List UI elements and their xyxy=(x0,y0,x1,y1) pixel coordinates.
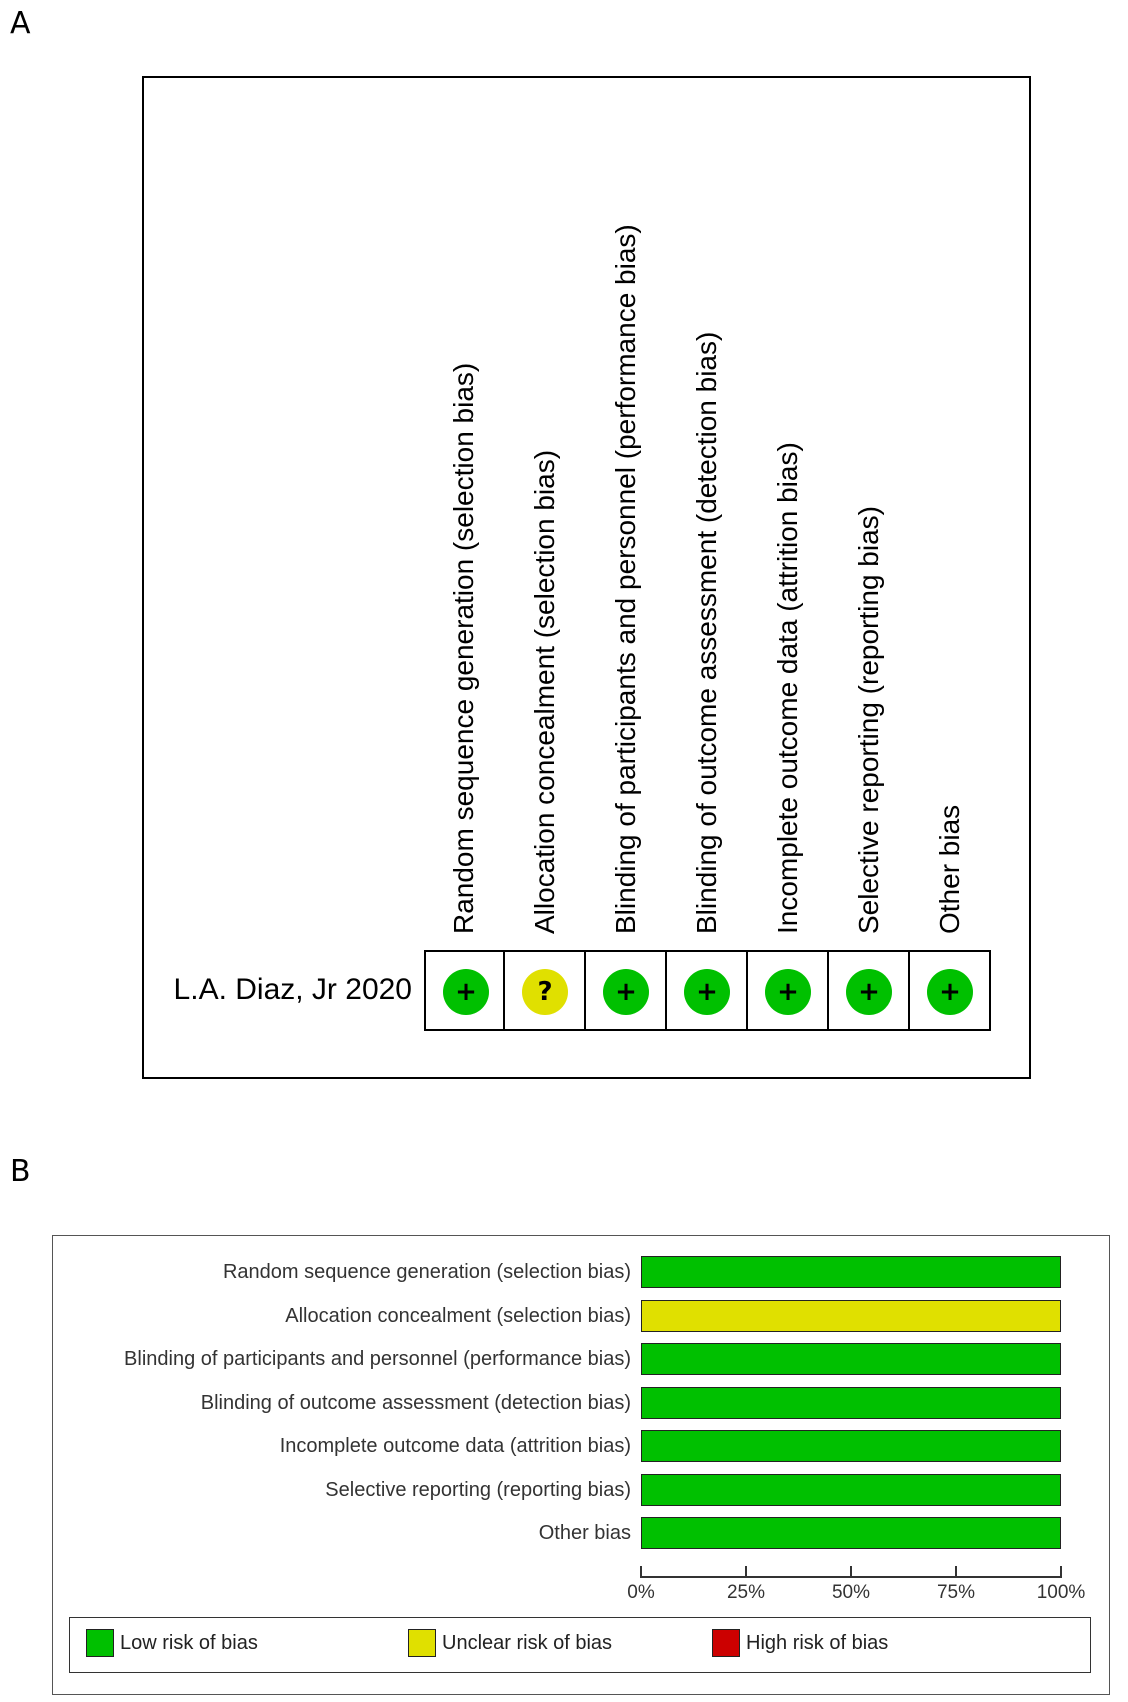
panel-label-a: A xyxy=(10,6,31,41)
judgement-cell xyxy=(829,950,910,1031)
judgement-cell xyxy=(748,950,829,1031)
x-tick xyxy=(850,1566,852,1578)
question-mark-icon: ? xyxy=(522,969,568,1015)
judgement-cell xyxy=(586,950,667,1031)
plus-icon: + xyxy=(603,969,649,1015)
risk-of-bias-graph xyxy=(52,1235,1110,1695)
bar-segment xyxy=(641,1517,1061,1549)
bar-segment xyxy=(641,1474,1061,1506)
judgement-cell xyxy=(667,950,748,1031)
bar-segment xyxy=(641,1343,1061,1375)
legend-swatch xyxy=(86,1629,114,1657)
category-label: Selective reporting (reporting bias) xyxy=(325,1478,631,1501)
plus-icon: + xyxy=(927,969,973,1015)
bar-segment xyxy=(641,1300,1061,1332)
bar-segment xyxy=(641,1430,1061,1462)
column-header xyxy=(667,78,748,966)
bar-segment xyxy=(641,1256,1061,1288)
column-header xyxy=(748,78,829,966)
column-header-text: Random sequence generation (selection bias) xyxy=(448,362,479,934)
category-label: Allocation concealment (selection bias) xyxy=(285,1304,631,1327)
column-header xyxy=(829,78,910,966)
plus-icon: + xyxy=(684,969,730,1015)
x-tick xyxy=(955,1566,957,1578)
column-header-text: Blinding of outcome assessment (detection bias) xyxy=(691,331,722,934)
column-header xyxy=(424,78,505,966)
x-tick-label: 100% xyxy=(1036,1581,1086,1603)
legend-swatch xyxy=(712,1629,740,1657)
legend-label: Unclear risk of bias xyxy=(442,1631,613,1654)
column-header-text: Blinding of participants and personnel (performance bias) xyxy=(610,224,641,934)
plus-icon: + xyxy=(846,969,892,1015)
x-tick xyxy=(745,1566,747,1578)
judgement-cell xyxy=(424,950,505,1031)
x-tick-label: 50% xyxy=(831,1581,871,1603)
column-header-text: Allocation concealment (selection bias) xyxy=(529,449,560,934)
x-tick-label: 75% xyxy=(936,1581,976,1603)
category-label: Incomplete outcome data (attrition bias) xyxy=(279,1435,631,1457)
plus-icon: + xyxy=(443,969,489,1015)
legend-item xyxy=(408,1629,612,1657)
panel-label-b: B xyxy=(10,1154,31,1189)
column-header-text: Incomplete outcome data (attrition bias) xyxy=(772,442,803,934)
risk-of-bias-summary-table xyxy=(142,76,1031,1079)
legend-label: Low risk of bias xyxy=(120,1631,258,1654)
legend-item xyxy=(712,1629,888,1657)
x-tick-label: 0% xyxy=(627,1581,655,1603)
x-tick xyxy=(640,1566,642,1578)
column-header xyxy=(910,78,991,966)
category-label: Blinding of participants and personnel (performance bias) xyxy=(124,1348,631,1370)
legend-swatch xyxy=(408,1629,436,1657)
bar-segment xyxy=(641,1387,1061,1419)
column-header-text: Selective reporting (reporting bias) xyxy=(853,506,884,934)
category-label: Blinding of outcome assessment (detection bias) xyxy=(200,1391,631,1414)
judgement-cell xyxy=(505,950,586,1031)
plus-icon: + xyxy=(765,969,811,1015)
judgement-cell xyxy=(910,950,991,1031)
legend-item xyxy=(86,1629,258,1657)
x-tick xyxy=(1060,1566,1062,1578)
column-header xyxy=(505,78,586,966)
column-header xyxy=(586,78,667,966)
legend-label: High risk of bias xyxy=(746,1631,889,1654)
study-label: L.A. Diaz, Jr 2020 xyxy=(173,973,412,1006)
legend xyxy=(69,1617,1091,1673)
category-label: Other bias xyxy=(538,1522,631,1544)
category-label: Random sequence generation (selection bias) xyxy=(222,1261,631,1283)
column-header-text: Other bias xyxy=(934,804,965,934)
x-tick-label: 25% xyxy=(726,1581,766,1603)
